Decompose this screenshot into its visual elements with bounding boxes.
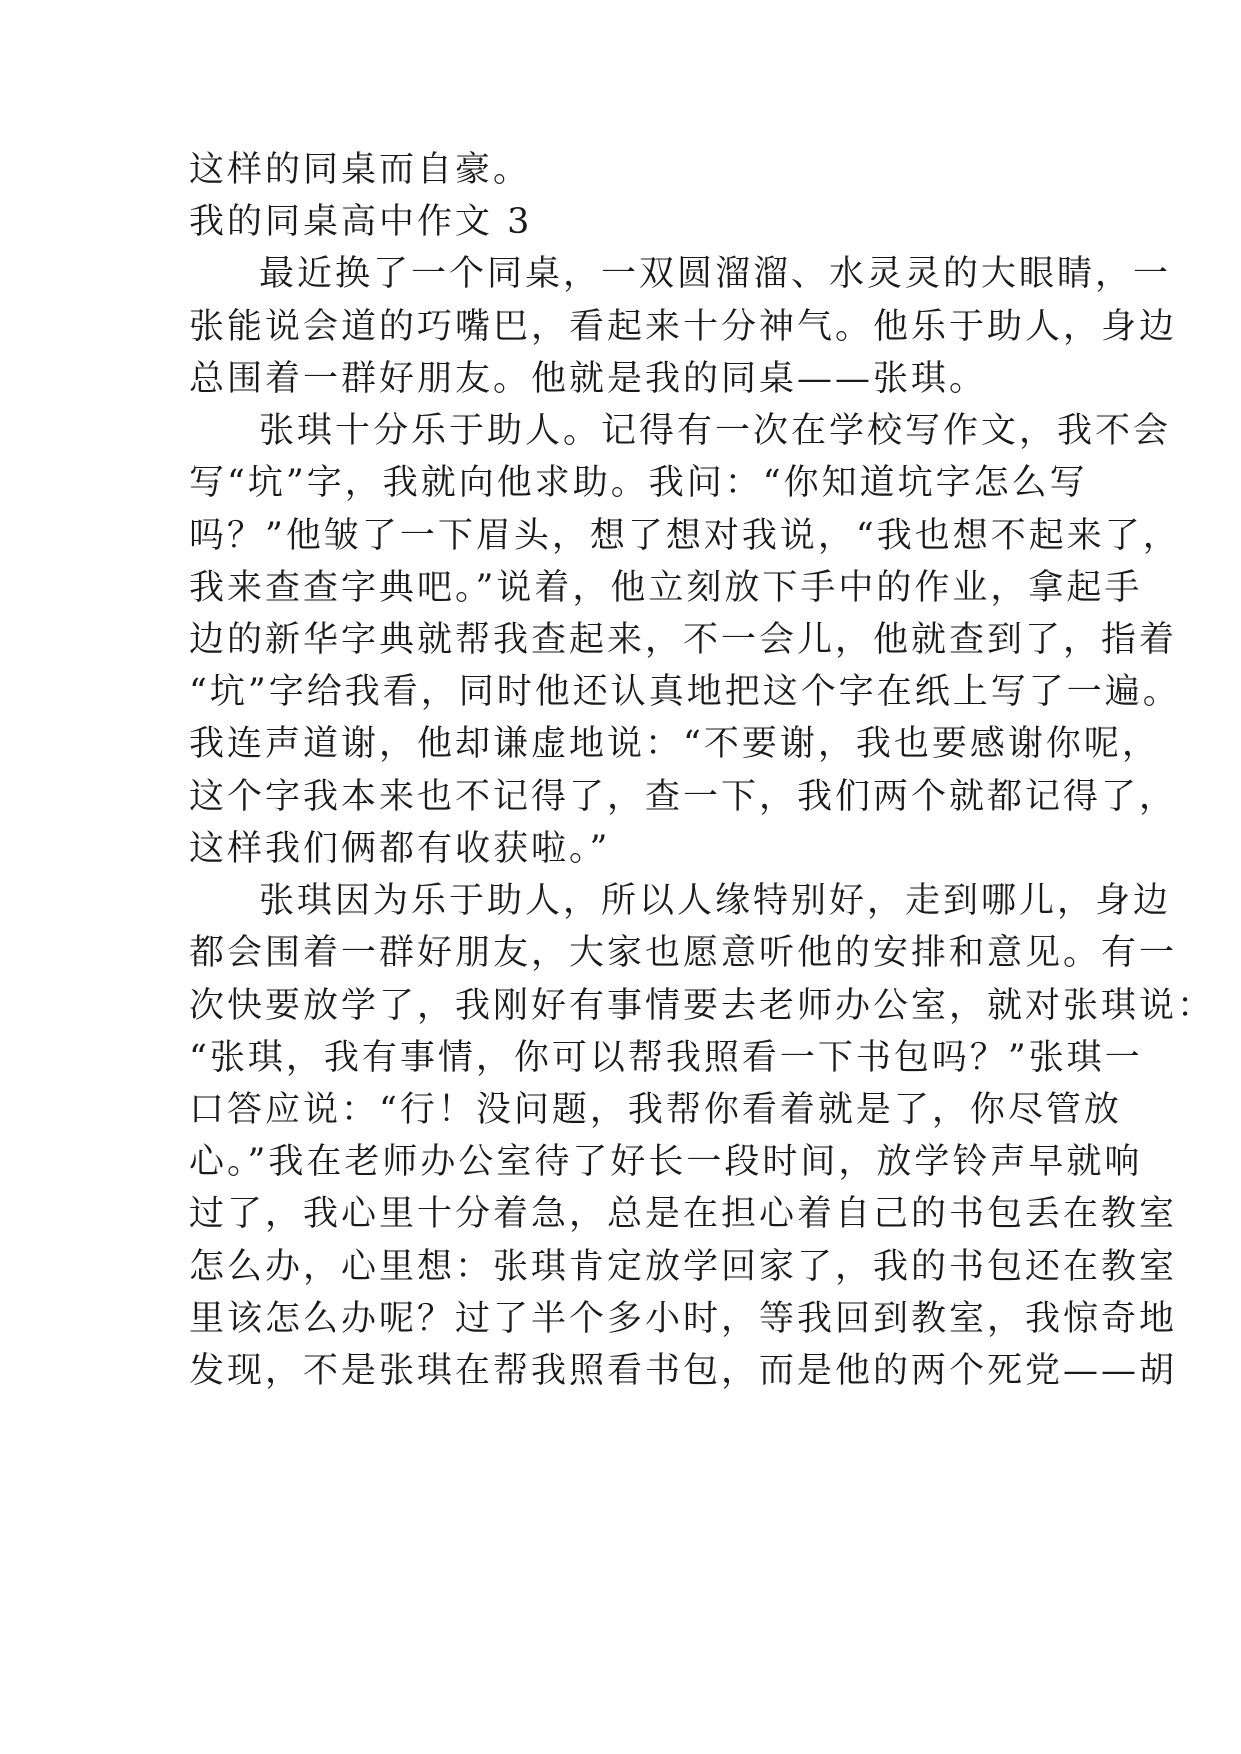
paragraph-line: 写“坑”字，我就向他求助。我问：“你知道坑字怎么写 [189, 463, 1088, 503]
paragraph-line: 张能说会道的巧嘴巴，看起来十分神气。他乐于助人，身边 [189, 307, 1178, 347]
paragraph-line: 张琪十分乐于助人。记得有一次在学校写作文，我不会 [259, 411, 1172, 451]
paragraph-line: 心。”我在老师办公室待了好长一段时间，放学铃声早就响 [189, 1142, 1143, 1182]
paragraph-line: 我连声道谢，他却谦虚地说：“不要谢，我也要感谢你呢， [189, 724, 1160, 764]
paragraph-line: “张琪，我有事情，你可以帮我照看一下书包吗？”张琪一 [189, 1038, 1143, 1078]
paragraph-line: 口答应说：“行！没问题，我帮你看着就是了，你尽管放 [189, 1090, 1122, 1130]
paragraph-line: 我来查查字典吧。”说着，他立刻放下手中的作业，拿起手 [189, 568, 1143, 608]
paragraph-line: 次快要放学了，我刚好有事情要去老师办公室，就对张琪说： [189, 986, 1216, 1026]
paragraph-line: 这个字我本来也不记得了，查一下，我们两个就都记得了， [189, 777, 1178, 817]
paragraph-line: 怎么办，心里想：张琪肯定放学回家了，我的书包还在教室 [189, 1247, 1178, 1287]
paragraph-line: 边的新华字典就帮我查起来，不一会儿，他就查到了，指着 [189, 620, 1178, 660]
paragraph-line: 过了，我心里十分着急，总是在担心着自己的书包丢在教室 [189, 1194, 1178, 1234]
paragraph-line: “坑”字给我看，同时他还认真地把这个字在纸上写了一遍。 [189, 672, 1181, 712]
paragraph-line: 最近换了一个同桌，一双圆溜溜、水灵灵的大眼睛，一 [259, 254, 1172, 294]
paragraph-line: 里该怎么办呢？过了半个多小时，等我回到教室，我惊奇地 [189, 1299, 1178, 1339]
paragraph-line: 发现，不是张琪在帮我照看书包，而是他的两个死党——胡 [189, 1351, 1178, 1391]
section-heading: 我的同桌高中作文 3 [189, 202, 533, 242]
paragraph-line: 吗？”他皱了一下眉头，想了想对我说，“我也想不起来了， [189, 516, 1181, 556]
paragraph-line: 总围着一群好朋友。他就是我的同桌——张琪。 [189, 359, 988, 399]
paragraph-line: 这样我们俩都有收获啦。” [189, 829, 611, 869]
paragraph-line: 都会围着一群好朋友，大家也愿意听他的安排和意见。有一 [189, 933, 1178, 973]
text-line: 这样的同桌而自豪。 [189, 150, 532, 190]
paragraph-line: 张琪因为乐于助人，所以人缘特别好，走到哪儿，身边 [259, 881, 1172, 921]
